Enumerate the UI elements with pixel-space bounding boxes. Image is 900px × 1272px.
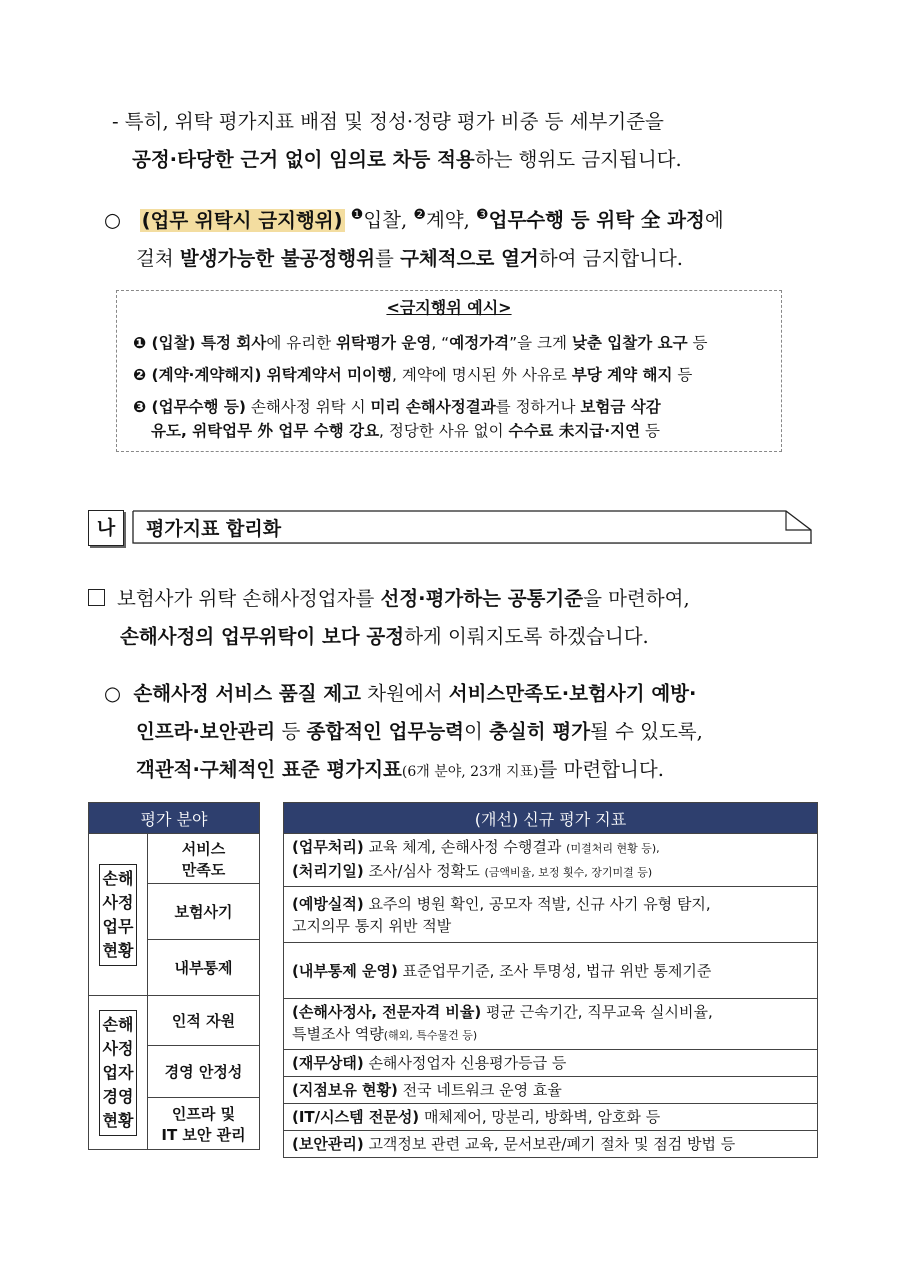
s6-l2: IT 보안 관리 [161,1125,246,1144]
e1-e: 예정가격 [449,334,510,352]
p3-b: 선정·평가하는 공통기준 [380,587,584,610]
t-b1: 발생가능한 불공정행위 [179,246,376,270]
r1b-b: (처리기일) [292,862,364,880]
p4-b: 차원에서 [361,682,449,705]
r6-b: (지점보유 현황) [292,1081,398,1099]
paragraph-common-standards [88,580,818,656]
p3-e: 하게 이뤄지도록 하겠습니다. [404,625,649,648]
sub-service-satisfaction [148,834,260,884]
r2a-b: (예방실적) [292,894,364,913]
para2-line2 [104,240,824,278]
g2-l5: 현황 [102,1110,134,1130]
e1-f: ”을 크게 [509,334,572,352]
para4-line2 [104,713,824,751]
e1-h: 등 [687,334,708,352]
indicator-financial-status [284,1050,818,1077]
number-badge-3: ❸ [476,207,489,223]
section-title: 평가지표 합리화 [146,518,282,540]
r2a-t: 요주의 병원 확인, 공모자 적발, 신규 사기 유형 탐지, [363,894,711,913]
g1-l4: 현황 [102,940,134,960]
p4-a: 손해사정 서비스 품질 제고 [133,682,361,705]
text-suffix: 에 [704,208,724,232]
p4-c: 서비스만족도·보험사기 예방· [448,682,697,705]
s6-l1: 인프라 및 [171,1104,236,1123]
paragraph-prohibited-acts [104,196,824,278]
indicator-service-satisfaction [284,834,818,887]
s1-l1: 서비스 [181,839,226,858]
indicator-security-management [284,1131,818,1158]
p4-h: 충실히 평가 [489,720,591,743]
r4b-t: 특별조사 역량 [292,1025,384,1043]
e1-c: 위탁평가 운영 [336,334,432,352]
bullet-circle-2: ○ [104,682,122,705]
p4-k: (6개 분야, 23개 지표) [401,764,539,780]
para1-line2 [112,141,822,179]
r5-b: (재무상태) [292,1054,364,1072]
r5-t: 손해사정업자 신용평가등급 등 [363,1054,567,1072]
p3-a: 보험사가 위탁 손해사정업자를 [117,587,381,610]
r3-b: (내부통제 운영) [292,961,398,980]
r1a-t: 교육 체계, 손해사정 수행결과 [363,838,567,856]
para3-line2 [88,618,818,656]
e2-d: 등 [672,366,693,384]
checkbox-icon [88,589,105,606]
sub-insurance-fraud: 보험사기 [148,884,260,940]
text-whole-process: 업무수행 등 위탁 全 과정 [488,208,705,232]
r4a-t: 평균 근속기간, 직무교육 실시비율, [481,1003,713,1021]
text-bid: 입찰, [363,208,414,232]
r8-t: 고객정보 관련 교육, 문서보관/폐기 절차 및 점검 방법 등 [363,1135,736,1153]
e3-f: 유도, 위탁업무 外 업무 수행 강요 [151,422,380,440]
sub-management-stability: 경영 안정성 [148,1046,260,1098]
sub-infra-it-security [148,1098,260,1150]
e3-b: 손해사정 위탁 시 [245,398,371,416]
para4-line3 [104,751,824,791]
para2-line1 [104,196,824,240]
paragraph-detail-criteria [112,103,822,179]
t-a: 걸쳐 [136,246,180,270]
s1-l2: 만족도 [181,860,226,879]
r1b-s: (금액비율, 보정 횟수, 장기미결 등) [484,866,653,879]
sub-internal-control: 내부통제 [148,940,260,996]
r3-t: 표준업무기준, 조사 투명성, 법규 위반 통제기준 [397,961,712,980]
e2-c: 부당 계약 해지 [571,366,673,384]
para4-line1 [104,675,824,713]
g1-l1: 손해 [102,868,134,888]
number-badge-1: ❶ [350,207,364,223]
p4-f: 종합적인 업무능력 [306,720,465,743]
p4-g: 이 [464,720,490,743]
r2b-t: 고지의무 통지 위반 적발 [292,916,452,935]
e3-d: 를 정하거나 [495,398,581,416]
paragraph-evaluation-indicators [104,675,824,791]
e3-e: 보험금 삭감 [580,398,661,416]
r1a-s: (미결처리 현황 등), [566,842,660,855]
r7-t: 매체제어, 망분리, 방화벽, 암호화 등 [419,1108,661,1126]
section-marker: 나 [88,510,124,546]
highlight-label: (업무 위탁시 금지행위) [141,208,343,232]
section-title-bar [132,510,812,544]
para1-rest: 하는 행위도 금지됩니다. [474,148,682,171]
p4-d: 인프라·보안관리 [136,720,276,743]
e1-a: ❶ (입찰) 특정 회사 [133,334,267,352]
g1-l3: 업무 [102,916,134,936]
e1-b: 에 유리한 [266,334,337,352]
g2-l4: 경영 [102,1086,134,1106]
new-indicators-table [283,802,818,1158]
e2-a: ❷ (계약·계약해지) 위탁계약서 미이행 [133,366,392,384]
e1-d: , “ [431,334,450,352]
indicator-internal-control [284,943,818,999]
r1a-b: (업무처리) [292,838,364,856]
example-1 [133,331,707,355]
e3-c: 미리 손해사정결과 [370,398,496,416]
para1-line1: - 특히, 위탁 평가지표 배점 및 정성·정량 평가 비중 등 세부기준을 [112,110,664,133]
indicator-it-expertise [284,1104,818,1131]
group-label-1 [99,864,138,966]
r1b-t: 조사/심사 정확도 [363,862,485,880]
indicator-branch-status [284,1077,818,1104]
left-table-header: 평가 분야 [89,803,260,834]
group-cell-2 [89,996,148,1150]
example-2 [133,363,692,387]
example-3 [133,395,661,419]
g2-l1: 손해 [102,1014,134,1034]
e3-a: ❸ (업무수행 등) [133,398,246,416]
evaluation-area-table [88,802,260,1150]
sub-human-resources: 인적 자원 [148,996,260,1046]
e3-h: 수수료 未지급·지연 [508,422,641,440]
group-label-2 [99,1010,138,1136]
p4-l: 를 마련합니다. [538,758,664,781]
examples-title: <금지행위 예시> [386,298,512,317]
right-table-header: (개선) 신규 평가 지표 [284,803,818,834]
e1-g: 낮춘 입찰가 요구 [571,334,688,352]
bullet-circle: ○ [104,208,122,232]
r6-t: 전국 네트워크 운영 효율 [397,1081,562,1099]
t-b2: 구체적으로 열거 [400,246,539,270]
p4-i: 될 수 있도록, [590,720,703,743]
t-c: 를 [375,246,401,270]
group-cell-1 [89,834,148,996]
g2-l2: 사정 [102,1038,134,1058]
t-d: 하여 금지합니다. [538,246,684,270]
example-3-cont [151,419,660,443]
e3-g: , 정당한 사유 없이 [379,422,509,440]
para3-line1 [88,580,818,618]
p4-j: 객관적·구체적인 표준 평가지표 [136,758,402,781]
r8-b: (보안관리) [292,1135,364,1153]
e3-i: 등 [640,422,661,440]
p3-d: 손해사정의 업무위탁이 보다 공정 [120,625,405,648]
text-contract: 계약, [425,208,477,232]
number-badge-2: ❷ [413,207,426,223]
para1-bold: 공정·타당한 근거 없이 임의로 차등 적용 [132,148,475,171]
r7-b: (IT/시스템 전문성) [292,1108,420,1126]
e2-b: , 계약에 명시된 外 사유로 [392,366,572,384]
p3-c: 을 마련하여, [583,587,690,610]
indicator-fraud-prevention [284,887,818,943]
p4-e: 등 [275,720,307,743]
indicator-human-resources [284,999,818,1050]
r4b-s: (해외, 특수물건 등) [383,1029,478,1042]
g1-l2: 사정 [102,892,134,912]
g2-l3: 업자 [102,1062,134,1082]
r4a-b: (손해사정사, 전문자격 비율) [292,1003,482,1021]
examples-box [116,290,782,452]
